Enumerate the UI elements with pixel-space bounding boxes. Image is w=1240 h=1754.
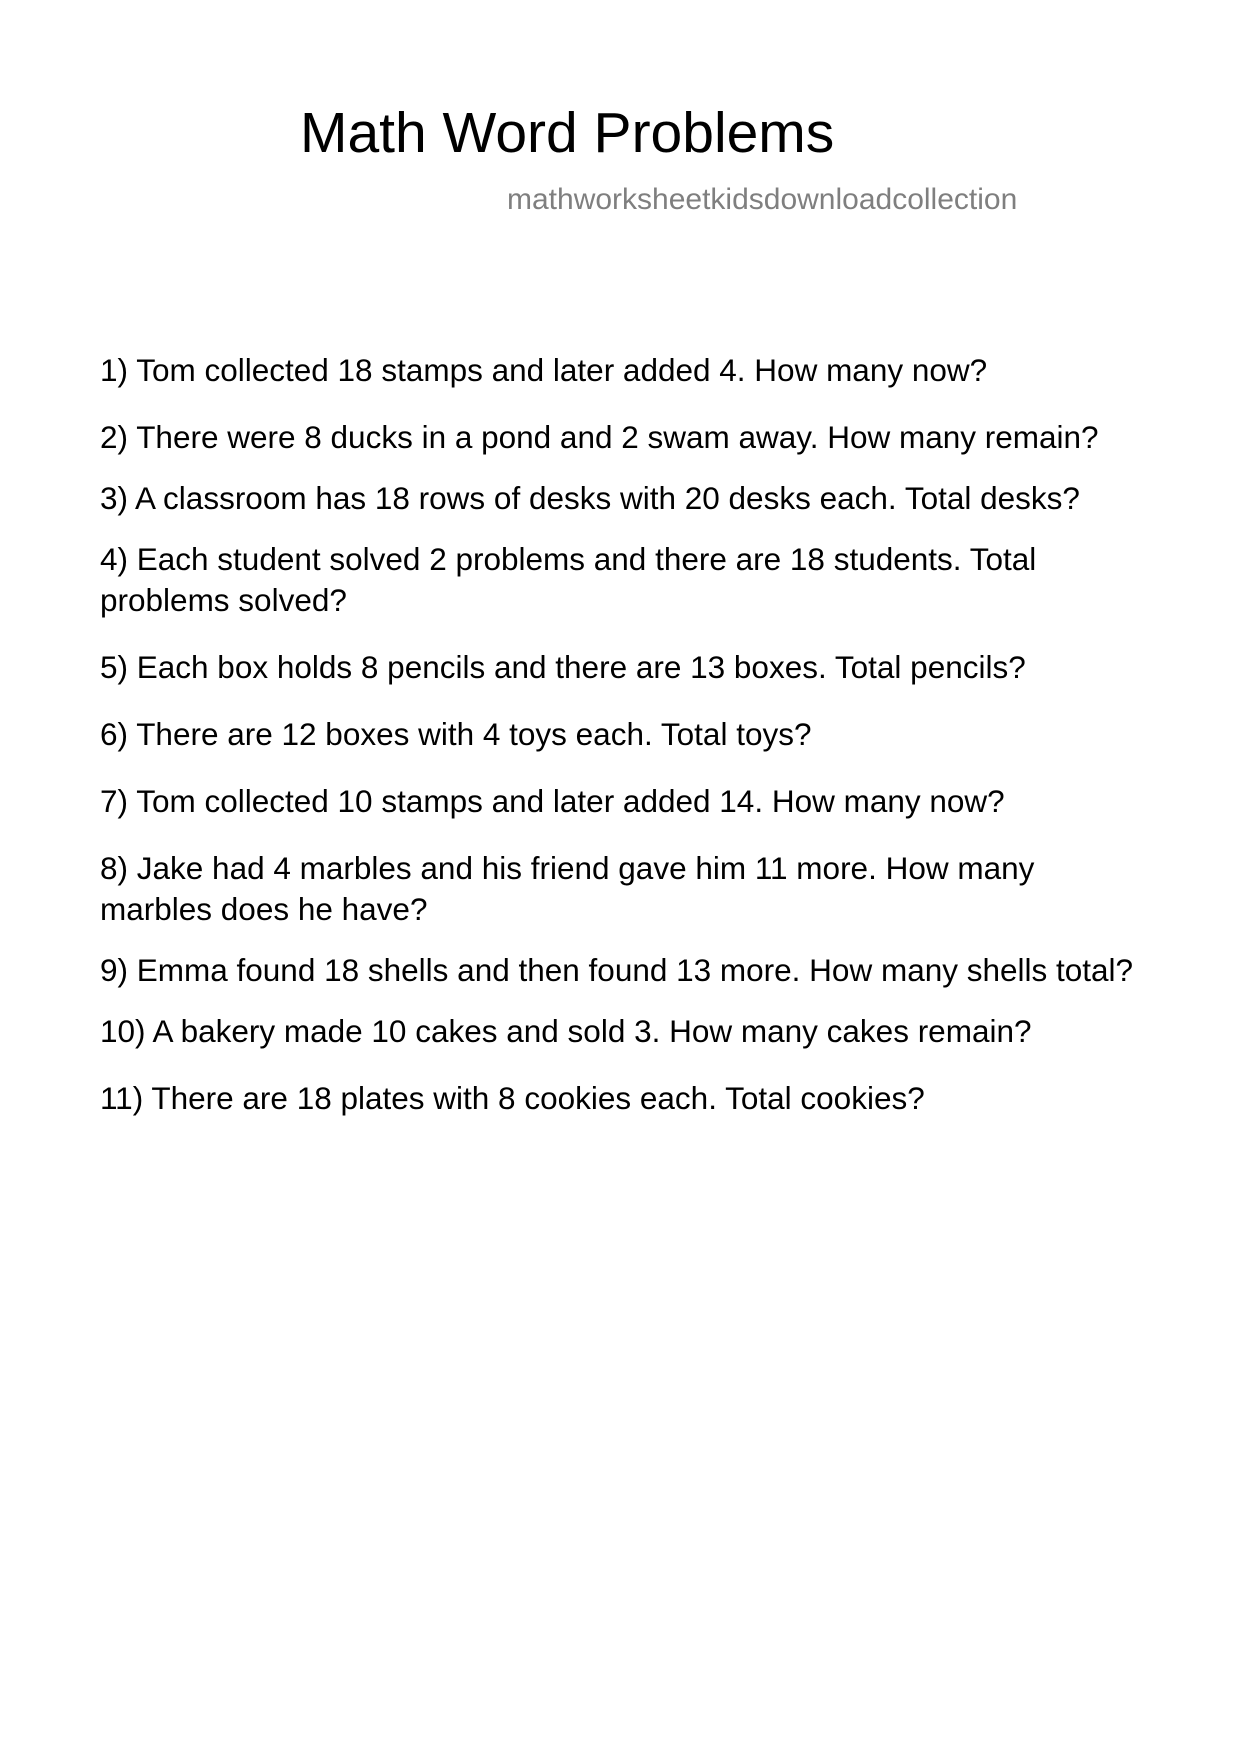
problem-item: 9) Emma found 18 shells and then found 13 more. How many shells total?	[100, 952, 1134, 988]
problem-item: 11) There are 18 plates with 8 cookies each. Total cookies?	[100, 1080, 925, 1116]
problem-item: 4) Each student solved 2 problems and there are 18 students. Total problems solved?	[100, 541, 1037, 618]
problem-item: 3) A classroom has 18 rows of desks with 20 desks each. Total desks?	[100, 480, 1080, 516]
problem-item: 8) Jake had 4 marbles and his friend gave him 11 more. How many marbles does he have?	[100, 850, 1035, 927]
problem-item: 5) Each box holds 8 pencils and there are 13 boxes. Total pencils?	[100, 649, 1026, 685]
problem-list	[100, 350, 1150, 1145]
source-subtitle: mathworksheetkidsdownloadcollection	[507, 183, 1018, 216]
problem-item: 1) Tom collected 18 stamps and later added 4. How many now?	[100, 352, 988, 388]
problem-item: 6) There are 12 boxes with 4 toys each. Total toys?	[100, 716, 812, 752]
problem-item: 2) There were 8 ducks in a pond and 2 swam away. How many remain?	[100, 419, 1099, 455]
page-title: Math Word Problems	[300, 101, 835, 165]
problem-item: 7) Tom collected 10 stamps and later added 14. How many now?	[100, 783, 1005, 819]
problem-item: 10) A bakery made 10 cakes and sold 3. How many cakes remain?	[100, 1013, 1032, 1049]
